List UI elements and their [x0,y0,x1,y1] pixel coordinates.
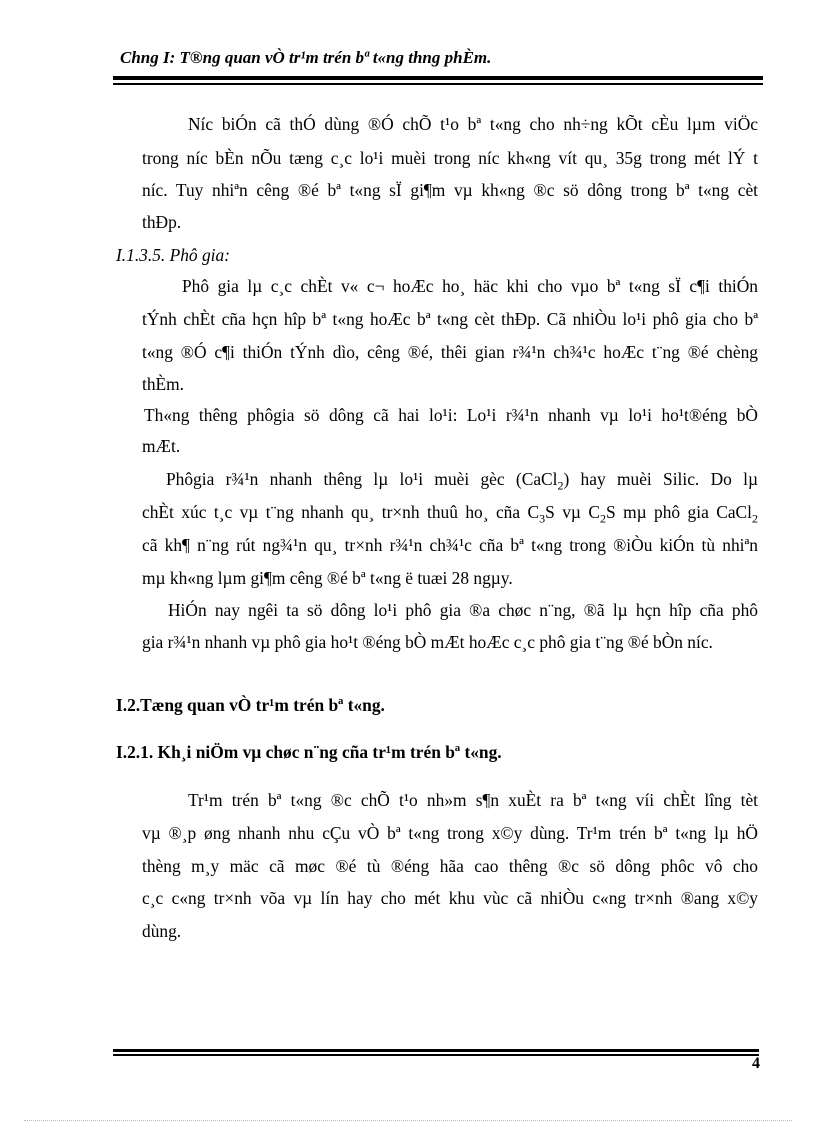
paragraph-line: cã kh¶ n¨ng rút ng¾¹n qu¸ tr×nh r¾¹n ch¾¹c cña bª t«ng trong ®iÒu kiÓn tù nhiªn [142,535,758,555]
paragraph-line: trong níc bÈn nÕu tæng c¸c lo¹i muèi trong níc kh«ng vít qu¸ 35g trong mét lÝ t [142,148,758,168]
header-rule-thin [113,83,763,85]
header-rule [113,76,763,80]
subscript: 3 [539,511,546,526]
paragraph-line: níc. Tuy nhiªn cêng ®é bª t«ng sÏ gi¶m vµ kh«ng ®c sö dông trong bª t«ng cèt [142,180,758,200]
subscript: 2 [752,511,758,526]
text-run: S mµ phô gia CaCl [605,502,752,522]
text-run: Phôgia r¾¹n nhanh thêng lµ lo¹i muèi gèc (CaCl [166,469,558,489]
paragraph-line [166,469,758,493]
paragraph-line: tÝnh chÈt cña hçn hîp bª t«ng hoÆc bª t«ng cèt thÐp. Cã nhiÒu lo¹i phô gia cho bª [142,309,758,329]
paragraph-line: dùng. [142,921,182,941]
paragraph-line: c¸c c«ng tr×nh võa vµ lín hay cho mét khu vùc cã nhiÒu c«ng tr×nh ®ang x©y [142,888,758,908]
paragraph-line: HiÓn nay ngêi ta sö dông lo¹i phô gia ®a chøc n¨ng, ®ã lµ hçn hîp cña phô [168,600,758,620]
text-run: ) hay muèi Silic. Do lµ [563,469,758,489]
footer-rule [113,1049,759,1052]
paragraph-line: mµ kh«ng lµm gi¶m cêng ®é bª t«ng ë tuæi 28 ngµy. [142,568,513,588]
section-heading: I.1.3.5. Phô gia: [116,245,230,265]
paragraph-line: Níc biÓn cã thÓ dùng ®Ó chÕ t¹o bª t«ng cho nh÷ng kÕt cÈu lµm viÖc [188,114,758,134]
footer-rule-thin [113,1054,759,1056]
paragraph-line: thÈm. [142,374,185,394]
text-run: S vµ C [545,502,600,522]
paragraph-line [142,502,758,526]
paragraph-line: thèng m¸y mäc cã møc ®é tù ®éng hãa cao thêng ®c sö dông phôc vô cho [142,856,758,876]
paragraph-line: t«ng ®Ó c¶i thiÓn tÝnh dìo, cêng ®é, thêi gian r¾¹n ch¾¹c hoÆc t¨ng ®é chèng [142,342,758,362]
subscript: 2 [557,478,564,493]
subsection-heading: I.2.1. Kh¸i niÖm vµ chøc n¨ng cña tr¹m trén bª t«ng. [116,742,502,762]
text-run: chÈt xúc t¸c vµ t¨ng nhanh qu¸ tr×nh thuû ho¸ cña C [142,502,540,522]
section-heading: I.2.Tæng quan vÒ tr¹m trén bª t«ng. [116,695,385,715]
paragraph-line: Tr¹m trén bª t«ng ®c chÕ t¹o nh»m s¶n xuÈt ra bª t«ng víi chÈt lîng tèt [188,790,758,810]
subscript: 2 [599,511,606,526]
paragraph-line: vµ ®¸p øng nhanh nhu cÇu vÒ bª t«ng trong x©y dùng. Tr¹m trén bª t«ng lµ hÖ [142,823,758,843]
paragraph-line: mÆt. [142,436,181,456]
paragraph-line: Phô gia lµ c¸c chÈt v« c¬ hoÆc ho¸ häc khi cho vµo bª t«ng sÏ c¶i thiÓn [182,276,758,296]
paragraph-line: Th«ng thêng phôgia sö dông cã hai lo¹i: Lo¹i r¾¹n nhanh vµ lo¹i ho¹t®éng bÒ [144,405,758,425]
paragraph-line: gia r¾¹n nhanh vµ phô gia ho¹t ®éng bÒ mÆt hoÆc c¸c phô gia t¨ng ®é bÒn níc. [142,632,713,652]
page-header-title: Chng I: T®ng quan vÒ tr¹m trén bª t«ng thng phÈm. [120,48,492,67]
paragraph-line: thÐp. [142,212,182,232]
page-edge-divider [24,1120,792,1121]
page-number: 4 [752,1055,760,1072]
